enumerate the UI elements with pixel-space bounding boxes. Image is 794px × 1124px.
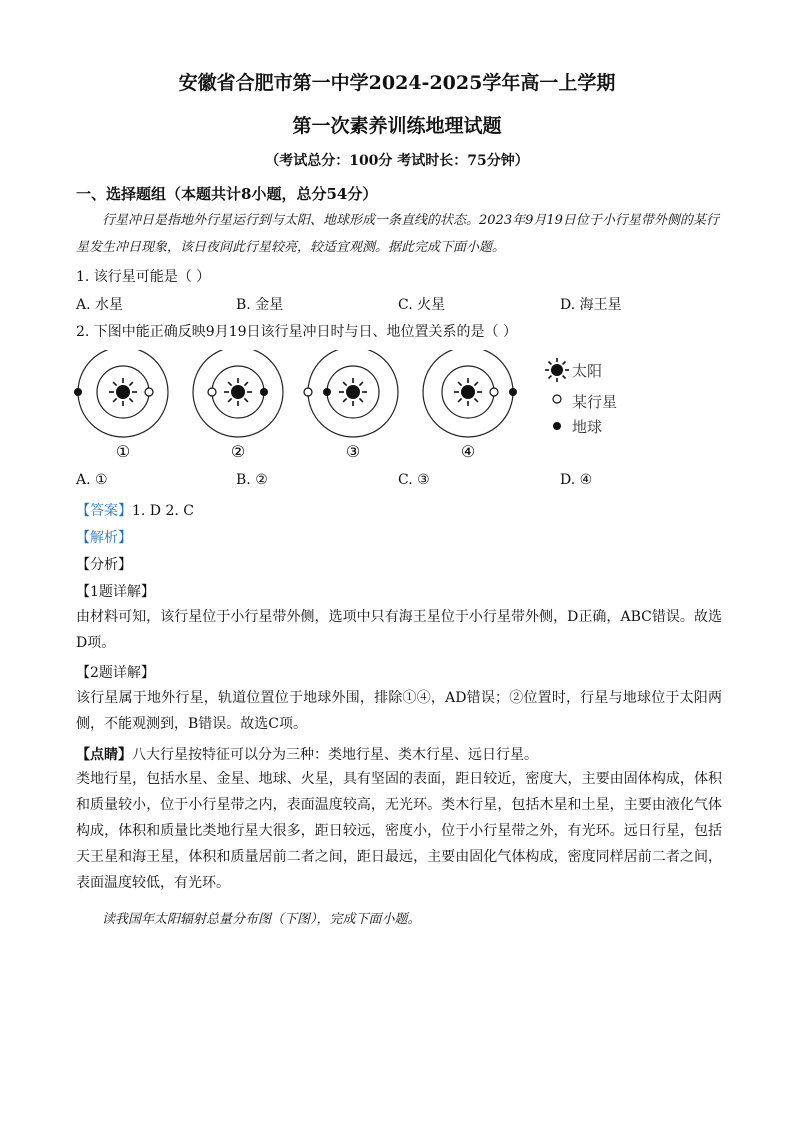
q2-option-d: D. ④ [560,472,593,488]
diagram-1 [74,350,168,437]
q2-option-b: B. ② [236,472,268,488]
legend-planet-label: 某行星 [572,393,618,411]
planet-legend-icon [551,393,563,405]
page-subtitle: 第一次素养训练地理试题 [292,115,502,137]
earth-dot [260,388,268,396]
next-intro: 读我国年太阳辐射总量分布图（下图），完成下面小题。 [102,912,421,927]
legend-sun-label: 太阳 [572,362,603,380]
earth-dot [323,388,331,396]
exam-info: （考试总分：100分 考试时长：75分钟） [265,153,529,169]
q1-detail-text: 由材料可知，该行星位于小行星带外侧，选项中只有海王星位于小行星带外侧，D正确，ABC错误。故选D项。 [76,609,722,651]
sun-icon [109,378,137,406]
diagram-label-4: ④ [460,442,476,461]
answer-label: 【答案】 [76,503,132,519]
planet-dot [490,388,498,396]
planet-dot [304,388,312,396]
q1-option-a: A. 水星 [76,297,124,313]
diagram-label-1: ① [115,442,131,461]
q1-detail-label: 【1题详解】 [76,584,155,600]
planet-dot [145,388,153,396]
sun-icon [339,378,367,406]
dianjing-label: 【点睛】 [76,747,132,763]
q1-option-b: B. 金星 [236,297,284,313]
diagram-4 [423,350,517,437]
earth-legend-icon [551,420,563,432]
diagram-3 [304,350,398,437]
dianjing-text: 八大行星按特征可以分为三种：类地行星、类木行星、远日行星。 [132,747,538,763]
sun-icon [544,357,570,383]
dianjing-line [76,744,538,764]
answer-text: 1. D 2. C [132,503,195,519]
earth-dot [509,388,517,396]
diagram-label-3: ③ [345,442,361,461]
q1-option-d: D. 海王星 [560,297,622,313]
section-heading: 一、选择题组（本题共计8小题，总分54分） [76,185,378,203]
sun-icon [454,378,482,406]
dianjing-detail: 类地行星，包括水星、金星、地球、火星，具有坚固的表面，距日较近，密度大，主要由固体构成，体积和质量较小，位于小行星带之内，表面温度较高，无光环。类木行星，包括木星和土星，主要由液化气体构成，体积和质量比类地行星大很多，距日较远，密度小，位于小行星带之外，有光环。远日行星，包括天王星和海王星，体积和质量居前二者之间，距日最远，主要由固化气体构成，密度同样居前二者之间，表面温度较低，有光环。 [76,771,722,891]
q2-detail-label: 【2题详解】 [76,665,155,681]
question-2-stem: 2. 下图中能正确反映9月19日该行星冲日时与日、地位置关系的是（ ） [76,324,517,340]
question-1-stem: 1. 该行星可能是（ ） [76,269,211,285]
earth-dot [74,388,82,396]
legend-earth-label: 地球 [572,418,603,436]
q2-detail-text: 该行星属于地外行星，轨道位置位于地球外围，排除①④，AD错误；②位置时，行星与地球位于太阳两侧，不能观测到，B错误。故选C项。 [76,690,722,732]
answer-line [76,500,194,520]
sun-icon [224,378,252,406]
orbit-diagram [70,350,540,465]
planet-dot [208,388,216,396]
page-title: 安徽省合肥市第一中学2024-2025学年高一上学期 [178,72,616,94]
analysis-label: 【解析】 [76,530,132,546]
q2-option-a: A. ① [76,472,108,488]
q1-option-c: C. 火星 [398,297,446,313]
fenxi-label: 【分析】 [76,557,132,573]
diagram-2 [193,350,283,437]
q2-option-c: C. ③ [398,472,430,488]
intro-paragraph: 行星冲日是指地外行星运行到与太阳、地球形成一条直线的状态。2023年9月19日位于小行星带外侧的某行星发生冲日现象，该日夜间此行星较亮，较适宜观测。据此完成下面小题。 [76,213,719,255]
diagram-label-2: ② [230,442,246,461]
